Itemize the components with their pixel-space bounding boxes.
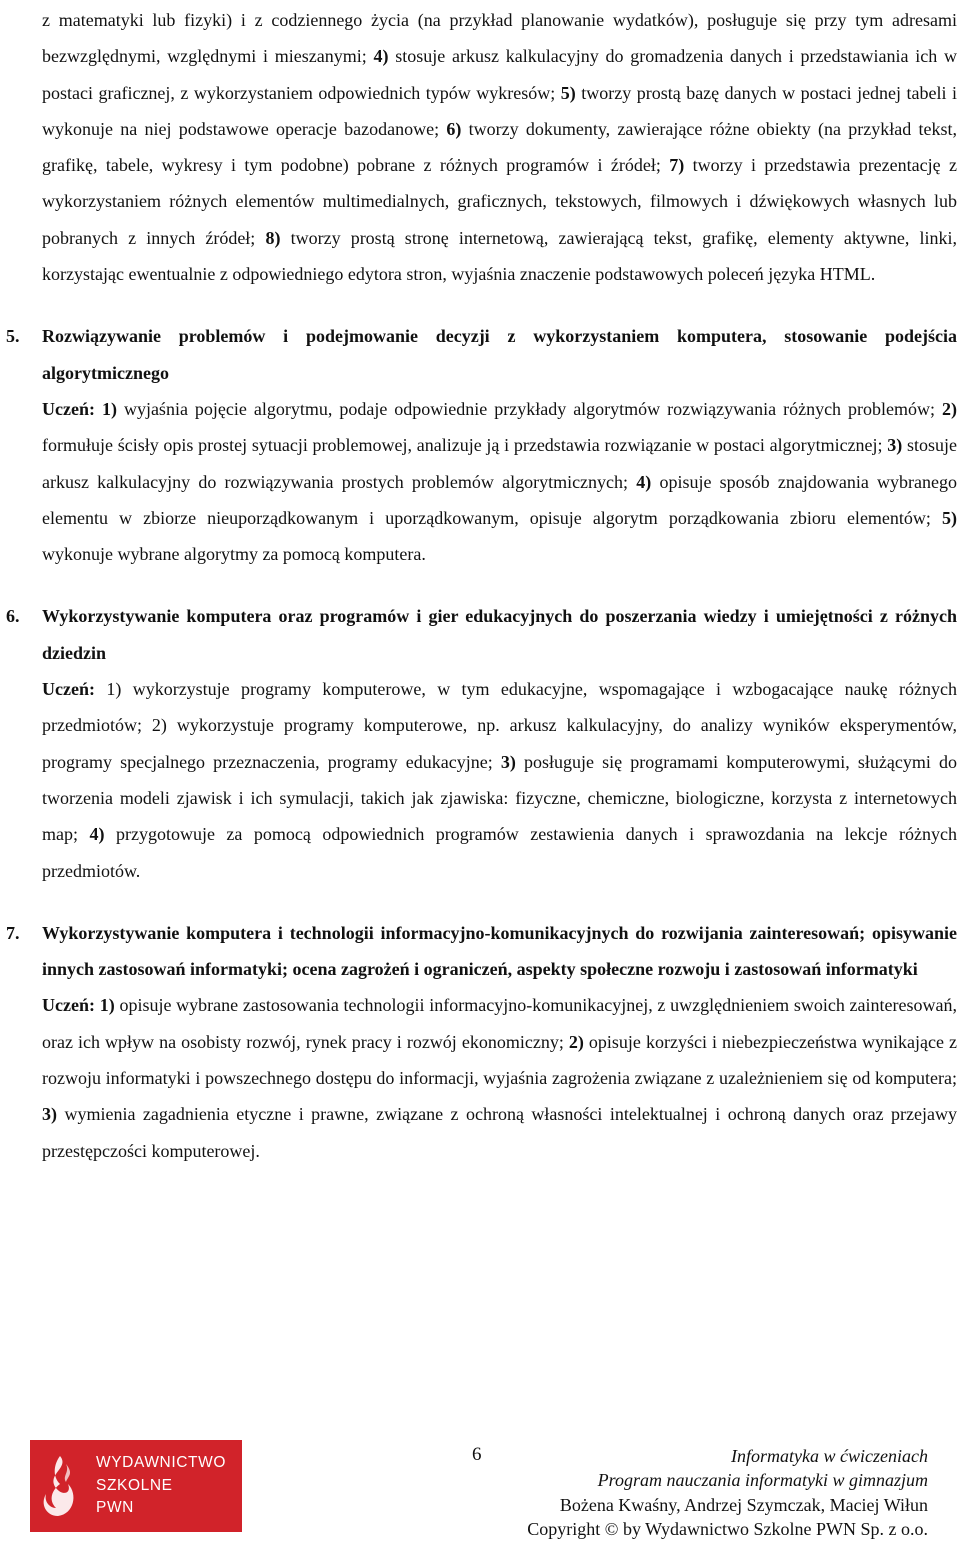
item-text: formułuje ścisły opis prostej sytuacji problemowej, analizuje ją i przedstawia rozwiązanie w postaci algorytmicznej; — [42, 435, 888, 456]
section-body — [42, 987, 957, 1168]
item-text: wymienia zagadnienia etyczne i prawne, związane z ochroną własności intelektualnej i ochroną danych oraz przejawy przestępczości komputerowej. — [42, 1104, 957, 1161]
item-number: 1) — [99, 995, 115, 1016]
intro-text: z matematyki lub fizyki) i z codziennego życia (na przykład planowanie wydatków), posługuje się przy tym adresami bezwzględnymi, względnymi i mieszanymi; — [42, 10, 957, 67]
item-number: 4) — [373, 46, 389, 67]
item-text: posługuje się programami komputerowymi, służącymi do tworzenia modeli zjawisk i ich symulacji, takich jak zjawiska: fizyczne, chemiczne, biologiczne, korzysta z internetowych map; — [42, 751, 957, 845]
item-number: 8) — [265, 227, 281, 248]
publisher-logo — [30, 1440, 242, 1532]
section-7 — [6, 915, 958, 1169]
item-text: opisuje sposób znajdowania wybranego elementu w zbiorze nieuporządkowanym i uporządkowanym, opisuje algorytm porządkowania zbioru elementów; — [42, 471, 957, 528]
section-number: 5. — [6, 326, 20, 347]
item-number: 1) — [101, 398, 117, 419]
item-text: stosuje arkusz kalkulacyjny do rozwiązywania prostych problemów algorytmicznych; — [42, 435, 957, 492]
flame-logo-icon — [40, 1454, 78, 1518]
logo-text-line: SZKOLNE — [96, 1476, 173, 1494]
publisher-logo-text — [96, 1452, 226, 1520]
item-text: opisuje korzyści i niebezpieczeństwa wynikające z rozwoju informatyki i powszechnego dostępu do informacji, wyjaśnia zagrożenia związane z uzależnieniem się od komputera; — [42, 1031, 957, 1089]
section-number: 6. — [6, 606, 20, 627]
intro-paragraph — [42, 0, 957, 292]
section-heading — [6, 318, 957, 391]
section-heading-text: Rozwiązywanie problemów i podejmowanie decyzji z wykorzystaniem komputera, stosowanie podejścia algorytmicznego — [42, 326, 957, 383]
item-text: przygotowuje za pomocą odpowiednich programów zestawienia danych i sprawozdania na lekcje różnych przedmiotów. — [42, 824, 957, 881]
logo-text-line: WYDAWNICTWO — [96, 1454, 227, 1471]
book-title: Informatyka w ćwiczeniach — [731, 1446, 928, 1466]
item-number: 3) — [42, 1104, 57, 1125]
section-heading-text: Wykorzystywanie komputera oraz programów i gier edukacyjnych do poszerzania wiedzy i umiejętności z różnych dziedzin — [42, 606, 957, 663]
lead-label: Uczeń: — [42, 679, 95, 700]
item-text: 1) wykorzystuje programy komputerowe, w tym edukacyjne, wspomagające i wzbogacające naukę różnych przedmiotów; 2) wykorzystuje programy komputerowe, np. arkusz kalkulacyjny, do analizy wyników eksperymentów, programy specjalnego przeznaczenia, programy edukacyjne; — [42, 679, 957, 772]
item-number: 6) — [446, 118, 462, 139]
item-text: wyjaśnia pojęcie algorytmu, podaje odpowiednie przykłady algorytmów rozwiązywania różnych problemów; — [116, 398, 942, 419]
item-number: 2) — [568, 1031, 584, 1052]
intro-text: tworzy dokumenty, zawierające różne obiekty (na przykład tekst, grafikę, tabele, wykresy i tym podobne) pobrane z różnych programów i źródeł; — [42, 118, 957, 176]
intro-text: tworzy prostą stronę internetową, zawierającą tekst, grafikę, elementy aktywne, linki, korzystając ewentualnie z odpowiedniego edytora stron, wyjaśnia znaczenie podstawowych poleceń języka HTML. — [42, 227, 957, 285]
authors: Bożena Kwaśny, Andrzej Szymczak, Maciej Wiłun — [559, 1494, 928, 1515]
lead-label: Uczeń: — [42, 995, 95, 1016]
item-number: 5) — [942, 507, 957, 528]
section-heading — [6, 598, 957, 671]
section-number: 7. — [6, 922, 20, 943]
intro-text: stosuje arkusz kalkulacyjny do gromadzenia danych i przedstawiania ich w postaci graficznej, z wykorzystaniem odpowiednich typów wykresów; — [42, 46, 957, 103]
item-number: 4) — [636, 471, 652, 492]
section-6 — [6, 598, 957, 888]
program-title: Program nauczania informatyki w gimnazjum — [597, 1470, 928, 1491]
page-footer — [0, 1430, 960, 1540]
lead-label: Uczeń: — [42, 398, 95, 419]
section-heading — [6, 915, 957, 988]
section-heading-text: Wykorzystywanie komputera i technologii informacyjno-komunikacyjnych do rozwijania zainteresowań; opisywanie innych zastosowań informatyki; ocena zagrożeń i ograniczeń, aspekty społeczne rozwoju i zastosowań informatyki — [42, 922, 957, 980]
section-body — [42, 391, 957, 572]
item-number: 2) — [942, 398, 957, 419]
item-number: 4) — [89, 824, 105, 845]
item-text: wykonuje wybrane algorytmy za pomocą komputera. — [42, 544, 426, 565]
item-number: 5) — [560, 82, 576, 103]
section-5 — [6, 318, 957, 572]
item-number: 7) — [669, 155, 685, 176]
page-number: 6 — [472, 1444, 482, 1465]
intro-text: tworzy i przedstawia prezentację z wykorzystaniem różnych elementów multimedialnych, graficznych, tekstowych, filmowych i dźwiękowych własnych lub pobranych z innych źródeł; — [42, 155, 957, 248]
item-number: 3) — [500, 751, 516, 772]
item-number: 3) — [887, 435, 903, 456]
section-body — [42, 671, 957, 889]
document-body — [6, 0, 958, 1169]
item-text: opisuje wybrane zastosowania technologii informacyjno-komunikacyjnej, z uwzględnieniem swoich zainteresowań, oraz ich wpływ na osobisty rozwój, rynek pracy i rozwój ekonomiczny; — [42, 995, 958, 1052]
logo-text-line: PWN — [96, 1499, 134, 1516]
copyright: Copyright © by Wydawnictwo Szkolne PWN Sp. z o.o. — [527, 1519, 928, 1540]
footer-meta — [527, 1444, 928, 1542]
intro-text: tworzy prostą bazę danych w postaci jednej tabeli i wykonuje na niej podstawowe operacje bazodanowe; — [42, 82, 957, 139]
